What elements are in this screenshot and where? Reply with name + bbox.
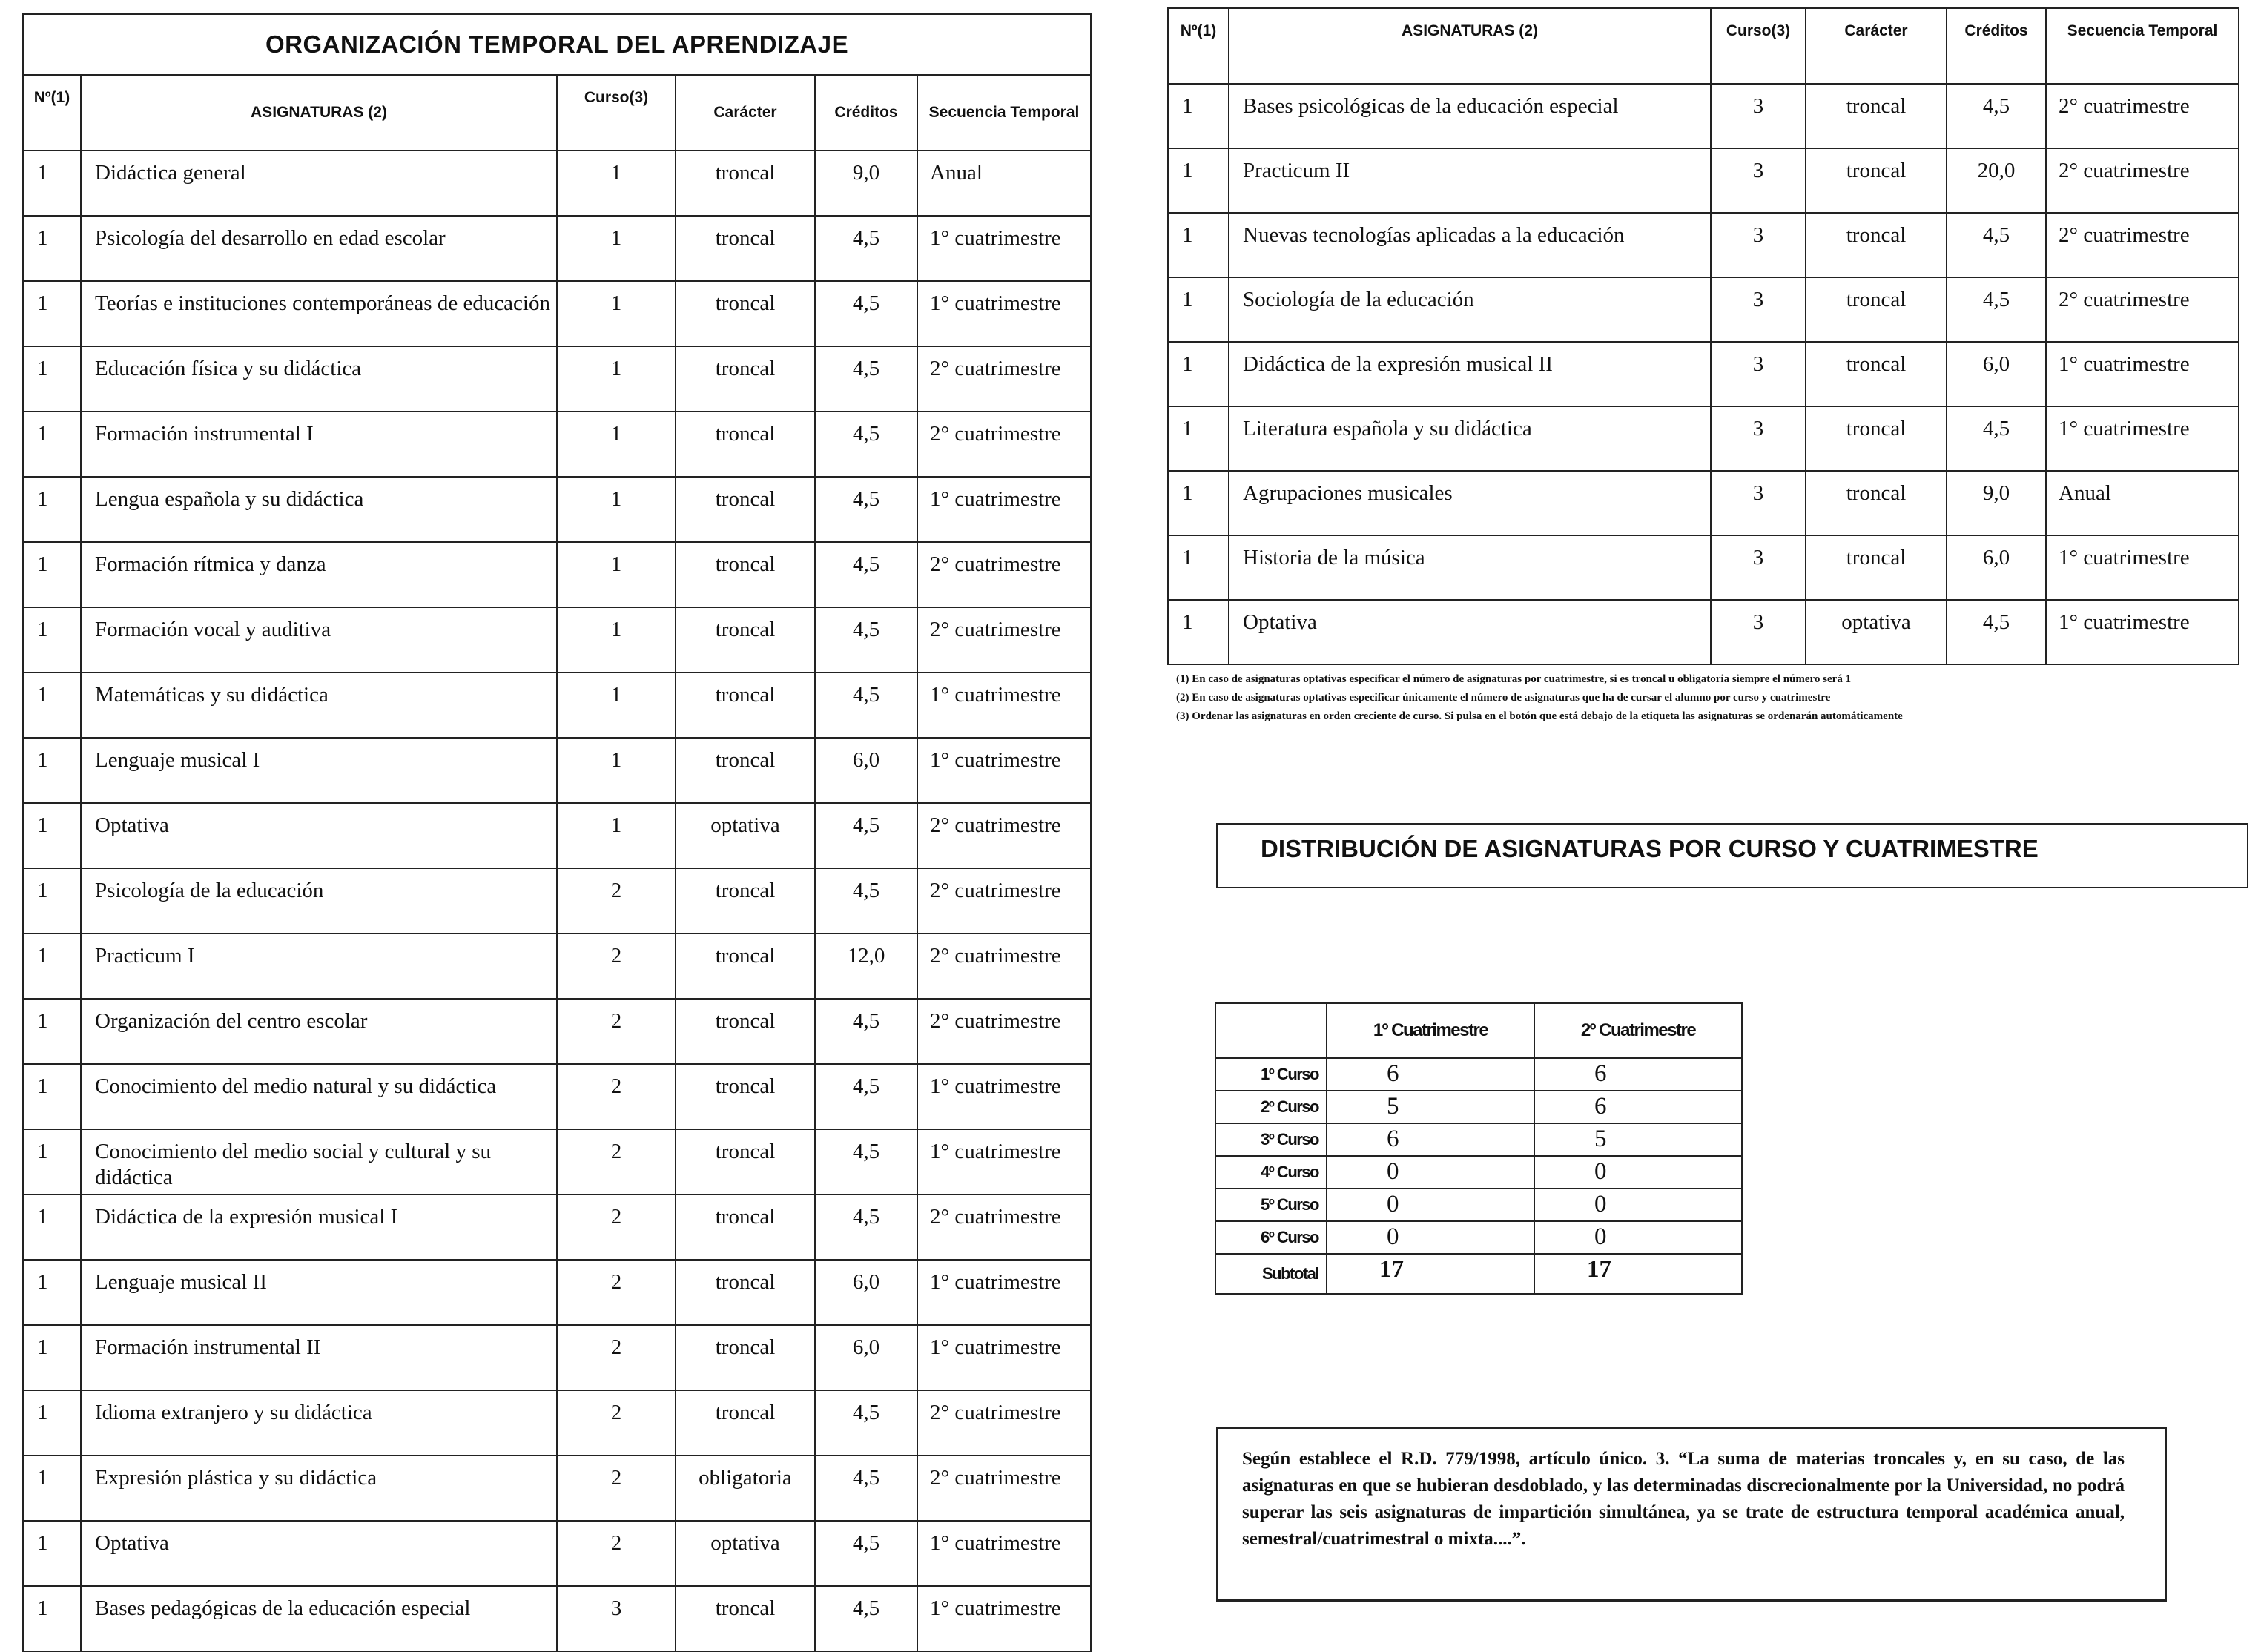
subject-type: obligatoria (676, 1456, 815, 1521)
header-num: Nº(1) (23, 75, 81, 151)
subject-course: 1 (557, 607, 676, 673)
subject-type: troncal (1806, 471, 1947, 535)
subject-sequence: 2° cuatrimestre (917, 1456, 1091, 1521)
row-number: 1 (1168, 213, 1229, 277)
table-row (23, 542, 1091, 607)
subject-name: Lenguaje musical II (81, 1260, 557, 1325)
distribution-table (1215, 1002, 1743, 1295)
subject-course: 3 (1711, 600, 1806, 664)
subject-sequence: 2° cuatrimestre (917, 607, 1091, 673)
row-number: 1 (23, 346, 81, 412)
subject-sequence: 1° cuatrimestre (917, 216, 1091, 281)
row-number: 1 (23, 477, 81, 542)
table-row (1168, 148, 2239, 213)
subject-course: 1 (557, 673, 676, 738)
row-number: 1 (1168, 471, 1229, 535)
subject-name: Matemáticas y su didáctica (81, 673, 557, 738)
first-semester-count: 6 (1327, 1123, 1534, 1156)
distribution-row (1215, 1091, 1742, 1123)
subject-course: 2 (557, 1064, 676, 1129)
subject-name: Optativa (1229, 600, 1711, 664)
distribution-title: DISTRIBUCIÓN DE ASIGNATURAS POR CURSO Y CUATRIMESTRE (1261, 835, 2039, 862)
subject-type: troncal (676, 1195, 815, 1260)
subject-course: 3 (1711, 406, 1806, 471)
subject-type: troncal (676, 738, 815, 803)
subject-name: Sociología de la educación (1229, 277, 1711, 342)
course-label: 6º Curso (1215, 1221, 1327, 1254)
subject-sequence: 2° cuatrimestre (917, 803, 1091, 868)
subject-sequence: 1° cuatrimestre (917, 281, 1091, 346)
row-number: 1 (23, 934, 81, 999)
row-number: 1 (23, 1390, 81, 1456)
subject-sequence: Anual (917, 151, 1091, 216)
subject-credits: 20,0 (1947, 148, 2046, 213)
subject-type: troncal (676, 934, 815, 999)
subject-sequence: 2° cuatrimestre (2046, 277, 2239, 342)
subject-credits: 4,5 (1947, 277, 2046, 342)
subject-sequence: 1° cuatrimestre (2046, 406, 2239, 471)
subject-name: Conocimiento del medio natural y su didáctica (81, 1064, 557, 1129)
subject-course: 2 (557, 1521, 676, 1586)
subject-name: Optativa (81, 803, 557, 868)
subject-sequence: 2° cuatrimestre (917, 542, 1091, 607)
subject-sequence: 2° cuatrimestre (917, 412, 1091, 477)
subject-credits: 12,0 (815, 934, 917, 999)
table-row (23, 868, 1091, 934)
subject-credits: 4,5 (815, 1521, 917, 1586)
subject-course: 3 (1711, 342, 1806, 406)
subject-credits: 4,5 (815, 412, 917, 477)
subject-credits: 4,5 (815, 999, 917, 1064)
subject-type: troncal (1806, 535, 1947, 600)
row-number: 1 (23, 803, 81, 868)
row-number: 1 (23, 673, 81, 738)
subject-credits: 4,5 (815, 346, 917, 412)
table-row (1168, 84, 2239, 148)
header-num: Nº(1) (1168, 8, 1229, 84)
subject-name: Bases pedagógicas de la educación especial (81, 1586, 557, 1651)
subject-course: 2 (557, 1456, 676, 1521)
subject-sequence: Anual (2046, 471, 2239, 535)
subject-credits: 4,5 (815, 477, 917, 542)
second-semester-count: 17 (1534, 1254, 1742, 1294)
subject-type: troncal (676, 151, 815, 216)
table-row (1168, 471, 2239, 535)
subject-credits: 9,0 (815, 151, 917, 216)
temporal-organization-table (22, 13, 1092, 1652)
subject-name: Psicología del desarrollo en edad escolar (81, 216, 557, 281)
subject-course: 3 (557, 1586, 676, 1651)
table-header-row (1168, 8, 2239, 84)
subject-type: troncal (676, 281, 815, 346)
row-number: 1 (1168, 84, 1229, 148)
subject-sequence: 1° cuatrimestre (917, 1521, 1091, 1586)
table-row (23, 1390, 1091, 1456)
table-row (23, 412, 1091, 477)
row-number: 1 (23, 1129, 81, 1195)
subject-name: Didáctica general (81, 151, 557, 216)
course-label: 1º Curso (1215, 1058, 1327, 1091)
distribution-corner (1215, 1003, 1327, 1058)
subject-type: troncal (676, 1129, 815, 1195)
subject-course: 2 (557, 1390, 676, 1456)
subject-credits: 4,5 (1947, 406, 2046, 471)
table-row (1168, 535, 2239, 600)
subject-course: 3 (1711, 84, 1806, 148)
subject-type: troncal (676, 346, 815, 412)
subject-sequence: 1° cuatrimestre (2046, 535, 2239, 600)
subject-course: 2 (557, 1260, 676, 1325)
subject-name: Lenguaje musical I (81, 738, 557, 803)
row-number: 1 (23, 151, 81, 216)
table-row (23, 346, 1091, 412)
subject-name: Formación instrumental II (81, 1325, 557, 1390)
table-row (23, 1195, 1091, 1260)
subject-name: Expresión plástica y su didáctica (81, 1456, 557, 1521)
first-semester-count: 0 (1327, 1189, 1534, 1221)
course-label: 4º Curso (1215, 1156, 1327, 1189)
subject-name: Formación instrumental I (81, 412, 557, 477)
row-number: 1 (23, 1260, 81, 1325)
subject-name: Practicum I (81, 934, 557, 999)
subject-course: 3 (1711, 471, 1806, 535)
subject-sequence: 2° cuatrimestre (917, 1390, 1091, 1456)
subject-name: Organización del centro escolar (81, 999, 557, 1064)
row-number: 1 (1168, 148, 1229, 213)
distribution-row (1215, 1123, 1742, 1156)
table-row (1168, 600, 2239, 664)
subject-name: Optativa (81, 1521, 557, 1586)
header-caracter: Carácter (1806, 8, 1947, 84)
row-number: 1 (1168, 277, 1229, 342)
subject-course: 3 (1711, 535, 1806, 600)
subject-sequence: 1° cuatrimestre (917, 477, 1091, 542)
table-row (23, 477, 1091, 542)
subject-sequence: 2° cuatrimestre (2046, 213, 2239, 277)
second-semester-count: 0 (1534, 1189, 1742, 1221)
subject-type: troncal (676, 607, 815, 673)
subject-type: troncal (676, 673, 815, 738)
header-curso: Curso(3) (1711, 8, 1806, 84)
subject-credits: 6,0 (1947, 342, 2046, 406)
row-number: 1 (23, 738, 81, 803)
subject-type: troncal (1806, 84, 1947, 148)
first-semester-count: 0 (1327, 1156, 1534, 1189)
table-row (23, 1521, 1091, 1586)
subject-type: troncal (676, 477, 815, 542)
subject-sequence: 1° cuatrimestre (917, 673, 1091, 738)
table-header-row (23, 75, 1091, 151)
distribution-subtotal-row (1215, 1254, 1742, 1294)
subject-sequence: 2° cuatrimestre (2046, 148, 2239, 213)
subject-name: Agrupaciones musicales (1229, 471, 1711, 535)
subject-type: troncal (676, 1390, 815, 1456)
subject-type: optativa (676, 1521, 815, 1586)
subject-name: Literatura española y su didáctica (1229, 406, 1711, 471)
table-title: ORGANIZACIÓN TEMPORAL DEL APRENDIZAJE (23, 14, 1091, 75)
subject-type: troncal (1806, 406, 1947, 471)
subject-type: troncal (676, 999, 815, 1064)
row-number: 1 (23, 281, 81, 346)
subject-name: Didáctica de la expresión musical I (81, 1195, 557, 1260)
distribution-row (1215, 1189, 1742, 1221)
table-row (23, 1456, 1091, 1521)
course-label: 5º Curso (1215, 1189, 1327, 1221)
subject-sequence: 1° cuatrimestre (917, 1064, 1091, 1129)
subject-course: 1 (557, 151, 676, 216)
subject-course: 2 (557, 1129, 676, 1195)
row-number: 1 (23, 216, 81, 281)
second-semester-count: 0 (1534, 1156, 1742, 1189)
table-row (23, 1325, 1091, 1390)
subject-name: Didáctica de la expresión musical II (1229, 342, 1711, 406)
table-row (1168, 213, 2239, 277)
subject-course: 2 (557, 999, 676, 1064)
header-curso: Curso(3) (557, 75, 676, 151)
subject-sequence: 2° cuatrimestre (917, 868, 1091, 934)
header-creditos: Créditos (1947, 8, 2046, 84)
header-second-semester: 2º Cuatrimestre (1534, 1003, 1742, 1058)
subject-credits: 4,5 (815, 1195, 917, 1260)
table-row (23, 1586, 1091, 1651)
footnote-3: (3) Ordenar las asignaturas en orden creciente de curso. Si pulsa en el botón que está debajo de la etiqueta las asignaturas se ordenarán automáticamente (1176, 710, 1903, 722)
row-number: 1 (23, 999, 81, 1064)
subject-type: troncal (676, 1260, 815, 1325)
subject-course: 3 (1711, 213, 1806, 277)
subject-name: Bases psicológicas de la educación especial (1229, 84, 1711, 148)
subject-name: Teorías e instituciones contemporáneas de educación (81, 281, 557, 346)
table-row (1168, 342, 2239, 406)
subject-type: troncal (676, 542, 815, 607)
subject-type: troncal (676, 412, 815, 477)
subject-name: Conocimiento del medio social y cultural y su didáctica (81, 1129, 557, 1195)
header-first-semester: 1º Cuatrimestre (1327, 1003, 1534, 1058)
distribution-row (1215, 1058, 1742, 1091)
table-row (23, 738, 1091, 803)
row-number: 1 (23, 1521, 81, 1586)
subject-sequence: 2° cuatrimestre (917, 1195, 1091, 1260)
row-number: 1 (23, 607, 81, 673)
subject-course: 2 (557, 934, 676, 999)
subject-course: 1 (557, 738, 676, 803)
subject-course: 1 (557, 216, 676, 281)
row-number: 1 (1168, 342, 1229, 406)
table-row (23, 1064, 1091, 1129)
subject-credits: 4,5 (815, 803, 917, 868)
table-row (23, 151, 1091, 216)
footnote-2: (2) En caso de asignaturas optativas especificar únicamente el número de asignaturas que ha de cursar el alumno por curso y cuatrimestre (1176, 692, 1831, 704)
row-number: 1 (1168, 535, 1229, 600)
subject-name: Nuevas tecnologías aplicadas a la educación (1229, 213, 1711, 277)
subject-credits: 4,5 (815, 1586, 917, 1651)
subject-credits: 4,5 (815, 281, 917, 346)
table-row (23, 1260, 1091, 1325)
subject-sequence: 1° cuatrimestre (917, 738, 1091, 803)
distribution-row (1215, 1156, 1742, 1189)
legal-quote-text: Según establece el R.D. 779/1998, artículo único. 3. “La suma de materias troncales y, en su caso, de las asignaturas en que se hubieran desdoblado, y las determinadas discrecionalmente por la Universidad, no podrá superar las seis asignaturas de impartición simultánea, ya se trate de estructura temporal académica anual, semestral/cuatrimestral o mixta....”. (1242, 1449, 2125, 1549)
subject-credits: 6,0 (1947, 535, 2046, 600)
footnotes (1176, 670, 1903, 726)
distribution-row (1215, 1221, 1742, 1254)
subject-sequence: 2° cuatrimestre (917, 999, 1091, 1064)
subject-sequence: 1° cuatrimestre (917, 1260, 1091, 1325)
row-number: 1 (23, 1325, 81, 1390)
table-row (23, 673, 1091, 738)
subject-credits: 4,5 (815, 1390, 917, 1456)
temporal-organization-table-continued (1167, 7, 2239, 665)
table-row (23, 607, 1091, 673)
subject-credits: 4,5 (815, 607, 917, 673)
row-number: 1 (1168, 600, 1229, 664)
subject-type: troncal (676, 1586, 815, 1651)
subject-course: 1 (557, 477, 676, 542)
table-row (23, 216, 1091, 281)
subject-name: Historia de la música (1229, 535, 1711, 600)
subject-credits: 4,5 (1947, 600, 2046, 664)
subject-credits: 4,5 (815, 1064, 917, 1129)
subject-sequence: 1° cuatrimestre (917, 1129, 1091, 1195)
subject-credits: 6,0 (815, 1260, 917, 1325)
subject-type: optativa (1806, 600, 1947, 664)
subject-type: troncal (676, 1064, 815, 1129)
subject-course: 1 (557, 412, 676, 477)
first-semester-count: 6 (1327, 1058, 1534, 1091)
course-label: 2º Curso (1215, 1091, 1327, 1123)
row-number: 1 (23, 868, 81, 934)
subject-name: Formación vocal y auditiva (81, 607, 557, 673)
subject-name: Idioma extranjero y su didáctica (81, 1390, 557, 1456)
header-asignaturas: ASIGNATURAS (2) (81, 75, 557, 151)
row-number: 1 (1168, 406, 1229, 471)
footnote-1: (1) En caso de asignaturas optativas especificar el número de asignaturas por cuatrimestre, si es troncal u obligatoria siempre el número será 1 (1176, 673, 1852, 685)
table-row (23, 999, 1091, 1064)
subject-sequence: 2° cuatrimestre (2046, 84, 2239, 148)
subject-course: 1 (557, 803, 676, 868)
subject-sequence: 1° cuatrimestre (917, 1325, 1091, 1390)
second-semester-count: 0 (1534, 1221, 1742, 1254)
row-number: 1 (23, 1195, 81, 1260)
subject-course: 2 (557, 1325, 676, 1390)
subject-type: troncal (1806, 342, 1947, 406)
row-number: 1 (23, 412, 81, 477)
subject-course: 2 (557, 868, 676, 934)
row-number: 1 (23, 1586, 81, 1651)
subject-course: 3 (1711, 148, 1806, 213)
subject-name: Psicología de la educación (81, 868, 557, 934)
subject-course: 1 (557, 542, 676, 607)
subject-credits: 6,0 (815, 738, 917, 803)
header-asignaturas: ASIGNATURAS (2) (1229, 8, 1711, 84)
subject-course: 2 (557, 1195, 676, 1260)
subject-credits: 4,5 (1947, 84, 2046, 148)
subject-sequence: 1° cuatrimestre (2046, 600, 2239, 664)
subject-sequence: 1° cuatrimestre (2046, 342, 2239, 406)
subject-credits: 4,5 (1947, 213, 2046, 277)
first-semester-count: 17 (1327, 1254, 1534, 1294)
header-caracter: Carácter (676, 75, 815, 151)
header-creditos: Créditos (815, 75, 917, 151)
course-label: 3º Curso (1215, 1123, 1327, 1156)
subject-sequence: 2° cuatrimestre (917, 346, 1091, 412)
subject-credits: 4,5 (815, 1129, 917, 1195)
subject-course: 1 (557, 346, 676, 412)
subject-credits: 4,5 (815, 216, 917, 281)
subject-credits: 4,5 (815, 868, 917, 934)
table-row (23, 281, 1091, 346)
row-number: 1 (23, 1456, 81, 1521)
subject-credits: 6,0 (815, 1325, 917, 1390)
subtotal-label: Subtotal (1215, 1254, 1327, 1294)
second-semester-count: 5 (1534, 1123, 1742, 1156)
table-row (1168, 406, 2239, 471)
subject-credits: 4,5 (815, 542, 917, 607)
subject-credits: 9,0 (1947, 471, 2046, 535)
subject-type: troncal (1806, 148, 1947, 213)
subject-sequence: 1° cuatrimestre (917, 1586, 1091, 1651)
subject-sequence: 2° cuatrimestre (917, 934, 1091, 999)
table-row (1168, 277, 2239, 342)
first-semester-count: 5 (1327, 1091, 1534, 1123)
row-number: 1 (23, 1064, 81, 1129)
second-semester-count: 6 (1534, 1091, 1742, 1123)
subject-name: Formación rítmica y danza (81, 542, 557, 607)
subject-name: Practicum II (1229, 148, 1711, 213)
header-secuencia: Secuencia Temporal (917, 75, 1091, 151)
row-number: 1 (23, 542, 81, 607)
subject-name: Educación física y su didáctica (81, 346, 557, 412)
subject-credits: 4,5 (815, 673, 917, 738)
table-row (23, 803, 1091, 868)
second-semester-count: 6 (1534, 1058, 1742, 1091)
subject-type: troncal (676, 1325, 815, 1390)
first-semester-count: 0 (1327, 1221, 1534, 1254)
subject-course: 3 (1711, 277, 1806, 342)
table-row (23, 934, 1091, 999)
subject-credits: 4,5 (815, 1456, 917, 1521)
subject-type: troncal (1806, 277, 1947, 342)
header-secuencia: Secuencia Temporal (2046, 8, 2239, 84)
subject-type: troncal (1806, 213, 1947, 277)
subject-type: troncal (676, 216, 815, 281)
subject-type: optativa (676, 803, 815, 868)
subject-type: troncal (676, 868, 815, 934)
subject-name: Lengua española y su didáctica (81, 477, 557, 542)
table-row (23, 1129, 1091, 1195)
distribution-header-row (1215, 1003, 1742, 1058)
subject-course: 1 (557, 281, 676, 346)
